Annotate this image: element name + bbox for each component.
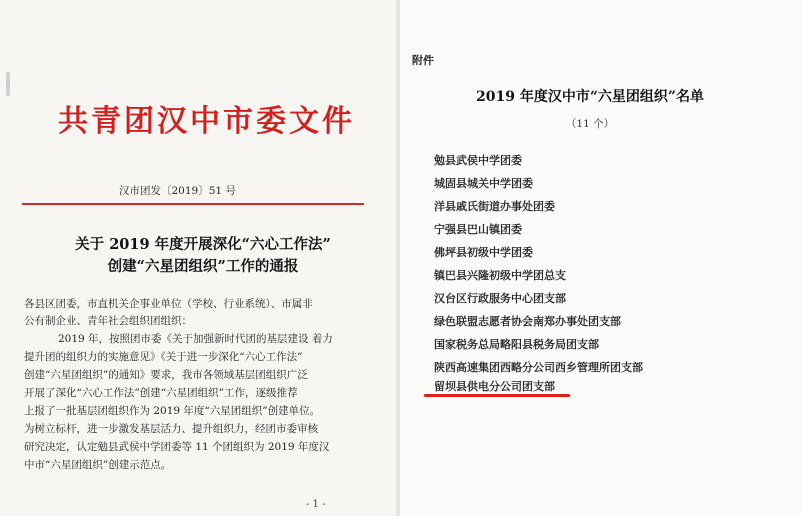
list-item: 汉台区行政服务中心团支部: [434, 292, 566, 305]
body-line: 为树立标杆，进一步激发基层活力、提升组织力，经团市委审核: [24, 423, 318, 435]
notice-title-line-1: 关于 2019 年度开展深化“六心工作法”: [75, 236, 331, 253]
body-line: 研究决定，认定勉县武侯中学团委等 11 个团组织为 2019 年度汉: [24, 441, 330, 453]
list-item: 宁强县巴山镇团委: [434, 223, 522, 236]
body-line: 各县区团委，市直机关企事业单位（学校、行业系统）、市属非: [24, 298, 313, 310]
list-item-highlighted: 留坝县供电分公司团支部: [434, 380, 555, 393]
highlight-underline: [424, 394, 570, 397]
list-item: 国家税务总局略阳县税务局团支部: [434, 338, 599, 351]
list-count: （11 个）: [565, 118, 615, 130]
attachment-list-page: [400, 0, 802, 516]
page-number: - 1 -: [306, 499, 326, 510]
body-line: 提升团的组织力的实施意见》《关于进一步深化“六心工作法”: [24, 351, 303, 363]
list-title: 2019 年度汉中市“六星团组织”名单: [476, 89, 704, 105]
list-item: 洋县戚氏街道办事处团委: [434, 200, 555, 213]
document-number: 汉市团发〔2019〕51 号: [119, 185, 236, 197]
body-line: 中市“六星团组织”创建示范点。: [24, 459, 172, 471]
list-item: 陕西高速集团西略分公司西乡管理所团支部: [434, 361, 643, 374]
notice-document-page: [0, 0, 396, 516]
body-line: 开展了深化“六心工作法”创建“六星团组织”工作，逐级推荐: [24, 387, 298, 399]
list-item: 城固县城关中学团委: [434, 177, 533, 190]
body-line: 2019 年，按照团市委《关于加强新时代团的基层建设 着力: [58, 333, 333, 345]
body-line: 创建“六星团组织”的通知》要求，我市各领域基层团组织广泛: [24, 369, 308, 381]
page-tab-mark: [6, 72, 10, 96]
body-line: 上报了一批基层团组织作为 2019 年度“六星团组织”创建单位。: [24, 405, 321, 417]
header-divider: [22, 203, 364, 205]
list-item: 勉县武侯中学团委: [434, 154, 522, 167]
list-item: 镇巴县兴隆初级中学团总支: [434, 269, 566, 282]
document-header: 共青团汉中市委文件: [58, 104, 355, 139]
body-line: 公有制企业、青年社会组织团组织：: [24, 315, 192, 327]
list-item: 佛坪县初级中学团委: [434, 246, 533, 259]
notice-title-line-2: 创建“六星团组织”工作的通报: [107, 258, 299, 275]
attachment-label: 附件: [412, 54, 434, 67]
list-item: 绿色联盟志愿者协会南郑办事处团支部: [434, 315, 621, 328]
